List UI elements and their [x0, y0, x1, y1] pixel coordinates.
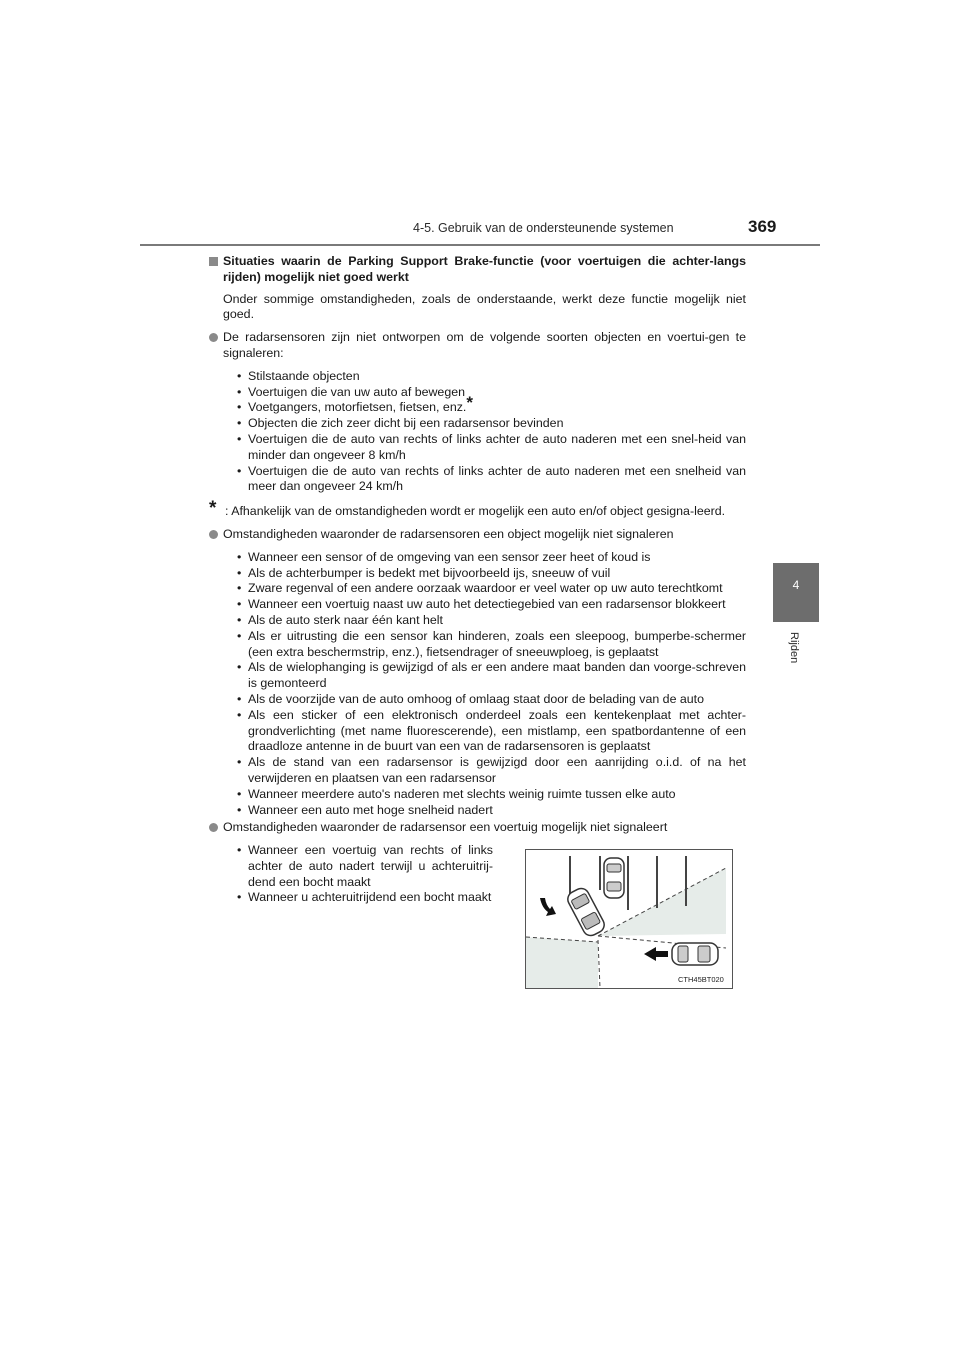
circle-bullet-icon — [209, 333, 218, 342]
chapter-tab — [773, 563, 819, 622]
list-item: • Wanneer meerdere auto's naderen met slechts weinig ruimte tussen elke auto — [237, 787, 746, 803]
section-heading — [209, 254, 746, 286]
list-item: • Wanneer een sensor of de omgeving van een sensor zeer heet of koud is — [237, 550, 746, 566]
footnote-text: : Afhankelijk van de omstandigheden wordt er mogelijk een auto en/of object gesigna-leerd. — [225, 504, 726, 519]
circle-bullet-icon — [209, 823, 218, 832]
approaching-car-icon — [672, 943, 718, 965]
page-number: 369 — [748, 217, 777, 236]
detection-zone-left — [526, 937, 598, 988]
list-item: • Wanneer een voertuig naast uw auto het detectiegebied van een radarsensor blokkeert — [237, 597, 746, 613]
group3-text: Omstandigheden waaronder de radarsensor een voertuig mogelijk niet signaleert — [223, 820, 668, 835]
parking-diagram-svg — [526, 850, 732, 988]
section-intro: Onder sommige omstandigheden, zoals de onderstaande, werkt deze functie mogelijk niet goed. — [223, 291, 746, 322]
group2-text: Omstandigheden waaronder de radarsensoren een object mogelijk niet signaleren — [223, 526, 674, 541]
list-item: • Voertuigen die de auto van rechts of links achter de auto naderen met een snel-heid van minder dan ongeveer 8 km/h — [237, 432, 746, 464]
main-content — [209, 254, 746, 983]
figure-code: CTH45BT020 — [678, 975, 724, 985]
list-item: • Als de stand van een radarsensor is gewijzigd door een aanrijding o.i.d. of na het verwijderen en plaatsen van een radarsensor — [237, 755, 746, 787]
list-item: • Voertuigen die de auto van rechts of links achter de auto naderen met een snelheid van meer dan ongeveer 24 km/h — [237, 464, 746, 496]
list-item: • Als de voorzijde van de auto omhoog of omlaag staat door de belading van de auto — [237, 692, 746, 708]
parking-illustration — [525, 849, 733, 989]
parked-car-icon — [604, 858, 624, 898]
list-item: • Wanneer een voertuig van rechts of links achter de auto nadert terwijl u achteruitrij-dend een bocht maakt — [237, 843, 493, 890]
list-item — [237, 393, 746, 416]
group2-intro — [209, 527, 746, 543]
asterisk-mark: * — [466, 393, 473, 413]
group1-intro — [209, 330, 746, 362]
list-item — [237, 385, 746, 401]
header-title: 4-5. Gebruik van de ondersteunende systemen — [413, 221, 674, 235]
header-divider — [140, 244, 820, 246]
footnote — [209, 498, 746, 520]
list-item: • Objecten die zich zeer dicht bij een radarsensor bevinden — [237, 416, 746, 432]
list-item: • Als de wielophanging is gewijzigd of als er een andere maat banden dan voorge-schreven is gemonteerd — [237, 660, 746, 692]
section-heading-text: Situaties waarin de Parking Support Brake-functie (voor voertuigen die achter-langs rijden) mogelijk niet goed werkt — [223, 254, 746, 284]
square-bullet-icon — [209, 257, 218, 266]
list-item: • Als de achterbumper is bedekt met bijvoorbeeld ijs, sneeuw of vuil — [237, 566, 746, 582]
list-item: • Zware regenval of een andere oorzaak waardoor er veel water op uw auto terechtkomt — [237, 581, 746, 597]
group3-list — [209, 843, 493, 906]
chapter-label: Rijden — [788, 632, 800, 664]
approach-arrow-icon — [644, 947, 668, 961]
list-item: • Wanneer een auto met hoge snelheid nadert — [237, 803, 746, 819]
list-item: • Als er uitrusting die een sensor kan hinderen, zoals een sleepoog, bumperbe-schermer (een extra beschermstrip, enz.), fietsendrager of sneeuwploeg, is geplaatst — [237, 629, 746, 661]
list-item: • Als de auto sterk naar één kant helt — [237, 613, 746, 629]
list-item-text: Voertuigen die van uw auto af bewegen — [248, 384, 465, 399]
reverse-arrow-icon — [540, 898, 556, 916]
group1-text: De radarsensoren zijn niet ontworpen om de volgende soorten objecten en voertui-gen te signaleren: — [223, 330, 746, 360]
list-item: • Stilstaande objecten — [237, 369, 746, 385]
group3-row — [209, 843, 746, 983]
group3-intro — [209, 820, 746, 836]
footnote-asterisk: * — [209, 498, 217, 520]
list-item: • Wanneer u achteruitrijdend een bocht maakt — [237, 890, 493, 906]
circle-bullet-icon — [209, 530, 218, 539]
group1-list — [209, 369, 746, 495]
list-item: • Als een sticker of een elektronisch onderdeel zoals een kentekenplaat met achter-grondverlichting (met name fluorescerende), een mistlamp, een spatbordantenne of een draadloze antenne in de buurt van een van de radarsensoren is geplaatst — [237, 708, 746, 755]
list-item-text: Voetgangers, motorfietsen, fietsen, enz. — [248, 400, 467, 415]
reversing-car-icon — [565, 886, 607, 939]
group2-list — [209, 550, 746, 819]
zone-boundary — [598, 940, 600, 988]
chapter-tab-number: 4 — [792, 578, 800, 592]
